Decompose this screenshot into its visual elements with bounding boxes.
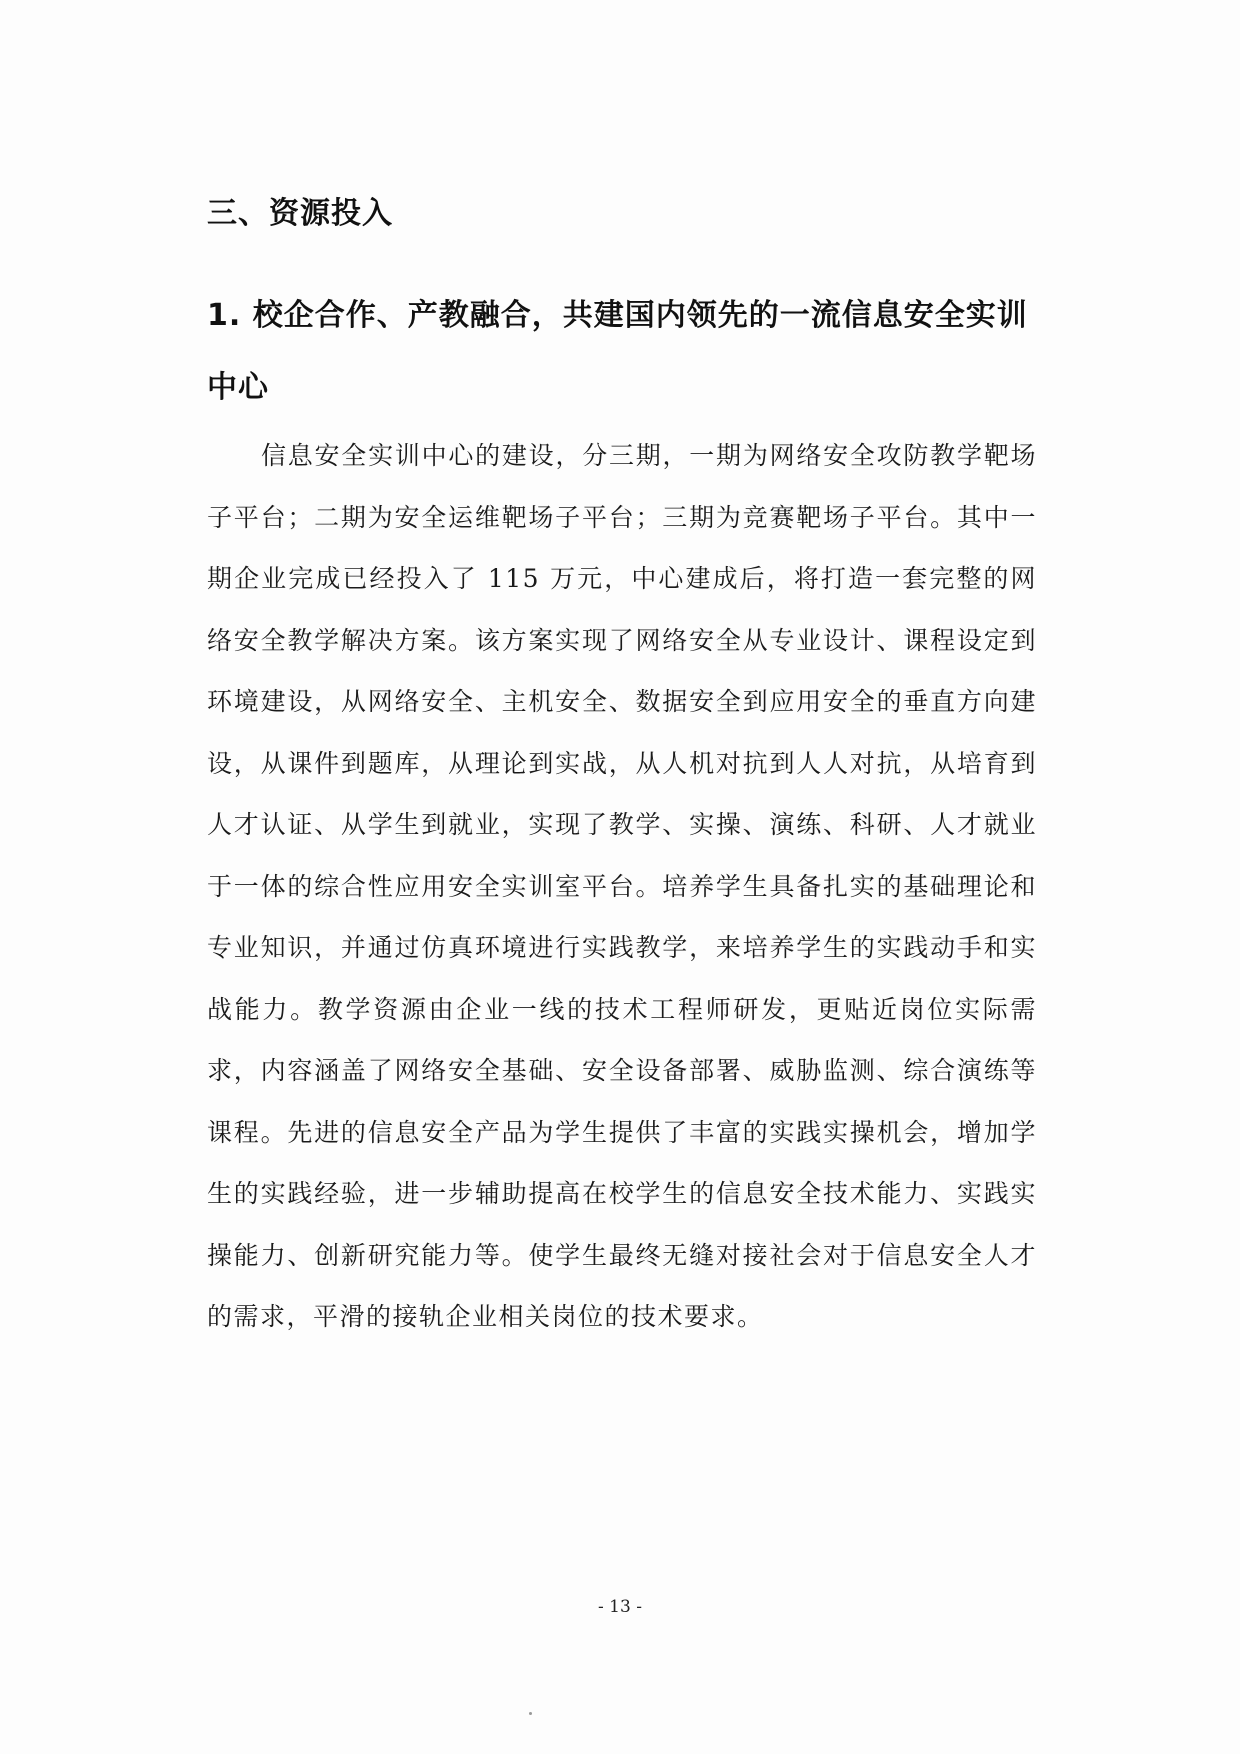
subsection-heading: 1. 校企合作、产教融合，共建国内领先的一流信息安全实训中心 [207,298,1028,405]
scan-speck [529,1712,532,1715]
body-paragraph: 信息安全实训中心的建设，分三期，一期为网络安全攻防教学靶场子平台；二期为安全运维靶场子平台；三期为竞赛靶场子平台。其中一期企业完成已经投入了 115 万元，中心建成后，将打造一套完整的网络安全教学解决方案。该方案实现了网络安全从专业设计、课程设定到环境建设，从网络安全、主机安全、数据安全到应用安全的垂直方向建设，从课件到题库，从理论到实战，从人机对抗到人人对抗，从培育到人才认证、从学生到就业，实现了教学、实操、演练、科研、人才就业于一体的综合性应用安全实训室平台。培养学生具备扎实的基础理论和专业知识，并通过仿真环境进行实践教学，来培养学生的实践动手和实战能力。教学资源由企业一线的技术工程师研发，更贴近岗位实际需求，内容涵盖了网络安全基础、安全设备部署、威胁监测、综合演练等课程。先进的信息安全产品为学生提供了丰富的实践实操机会，增加学生的实践经验，进一步辅助提高在校学生的信息安全技术能力、实践实操能力、创新研究能力等。使学生最终无缝对接社会对于信息安全人才的需求，平滑的接轨企业相关岗位的技术要求。 [207,441,1037,1331]
page-number: - 13 - [598,1597,642,1617]
section-heading: 三、资源投入 [207,196,393,231]
